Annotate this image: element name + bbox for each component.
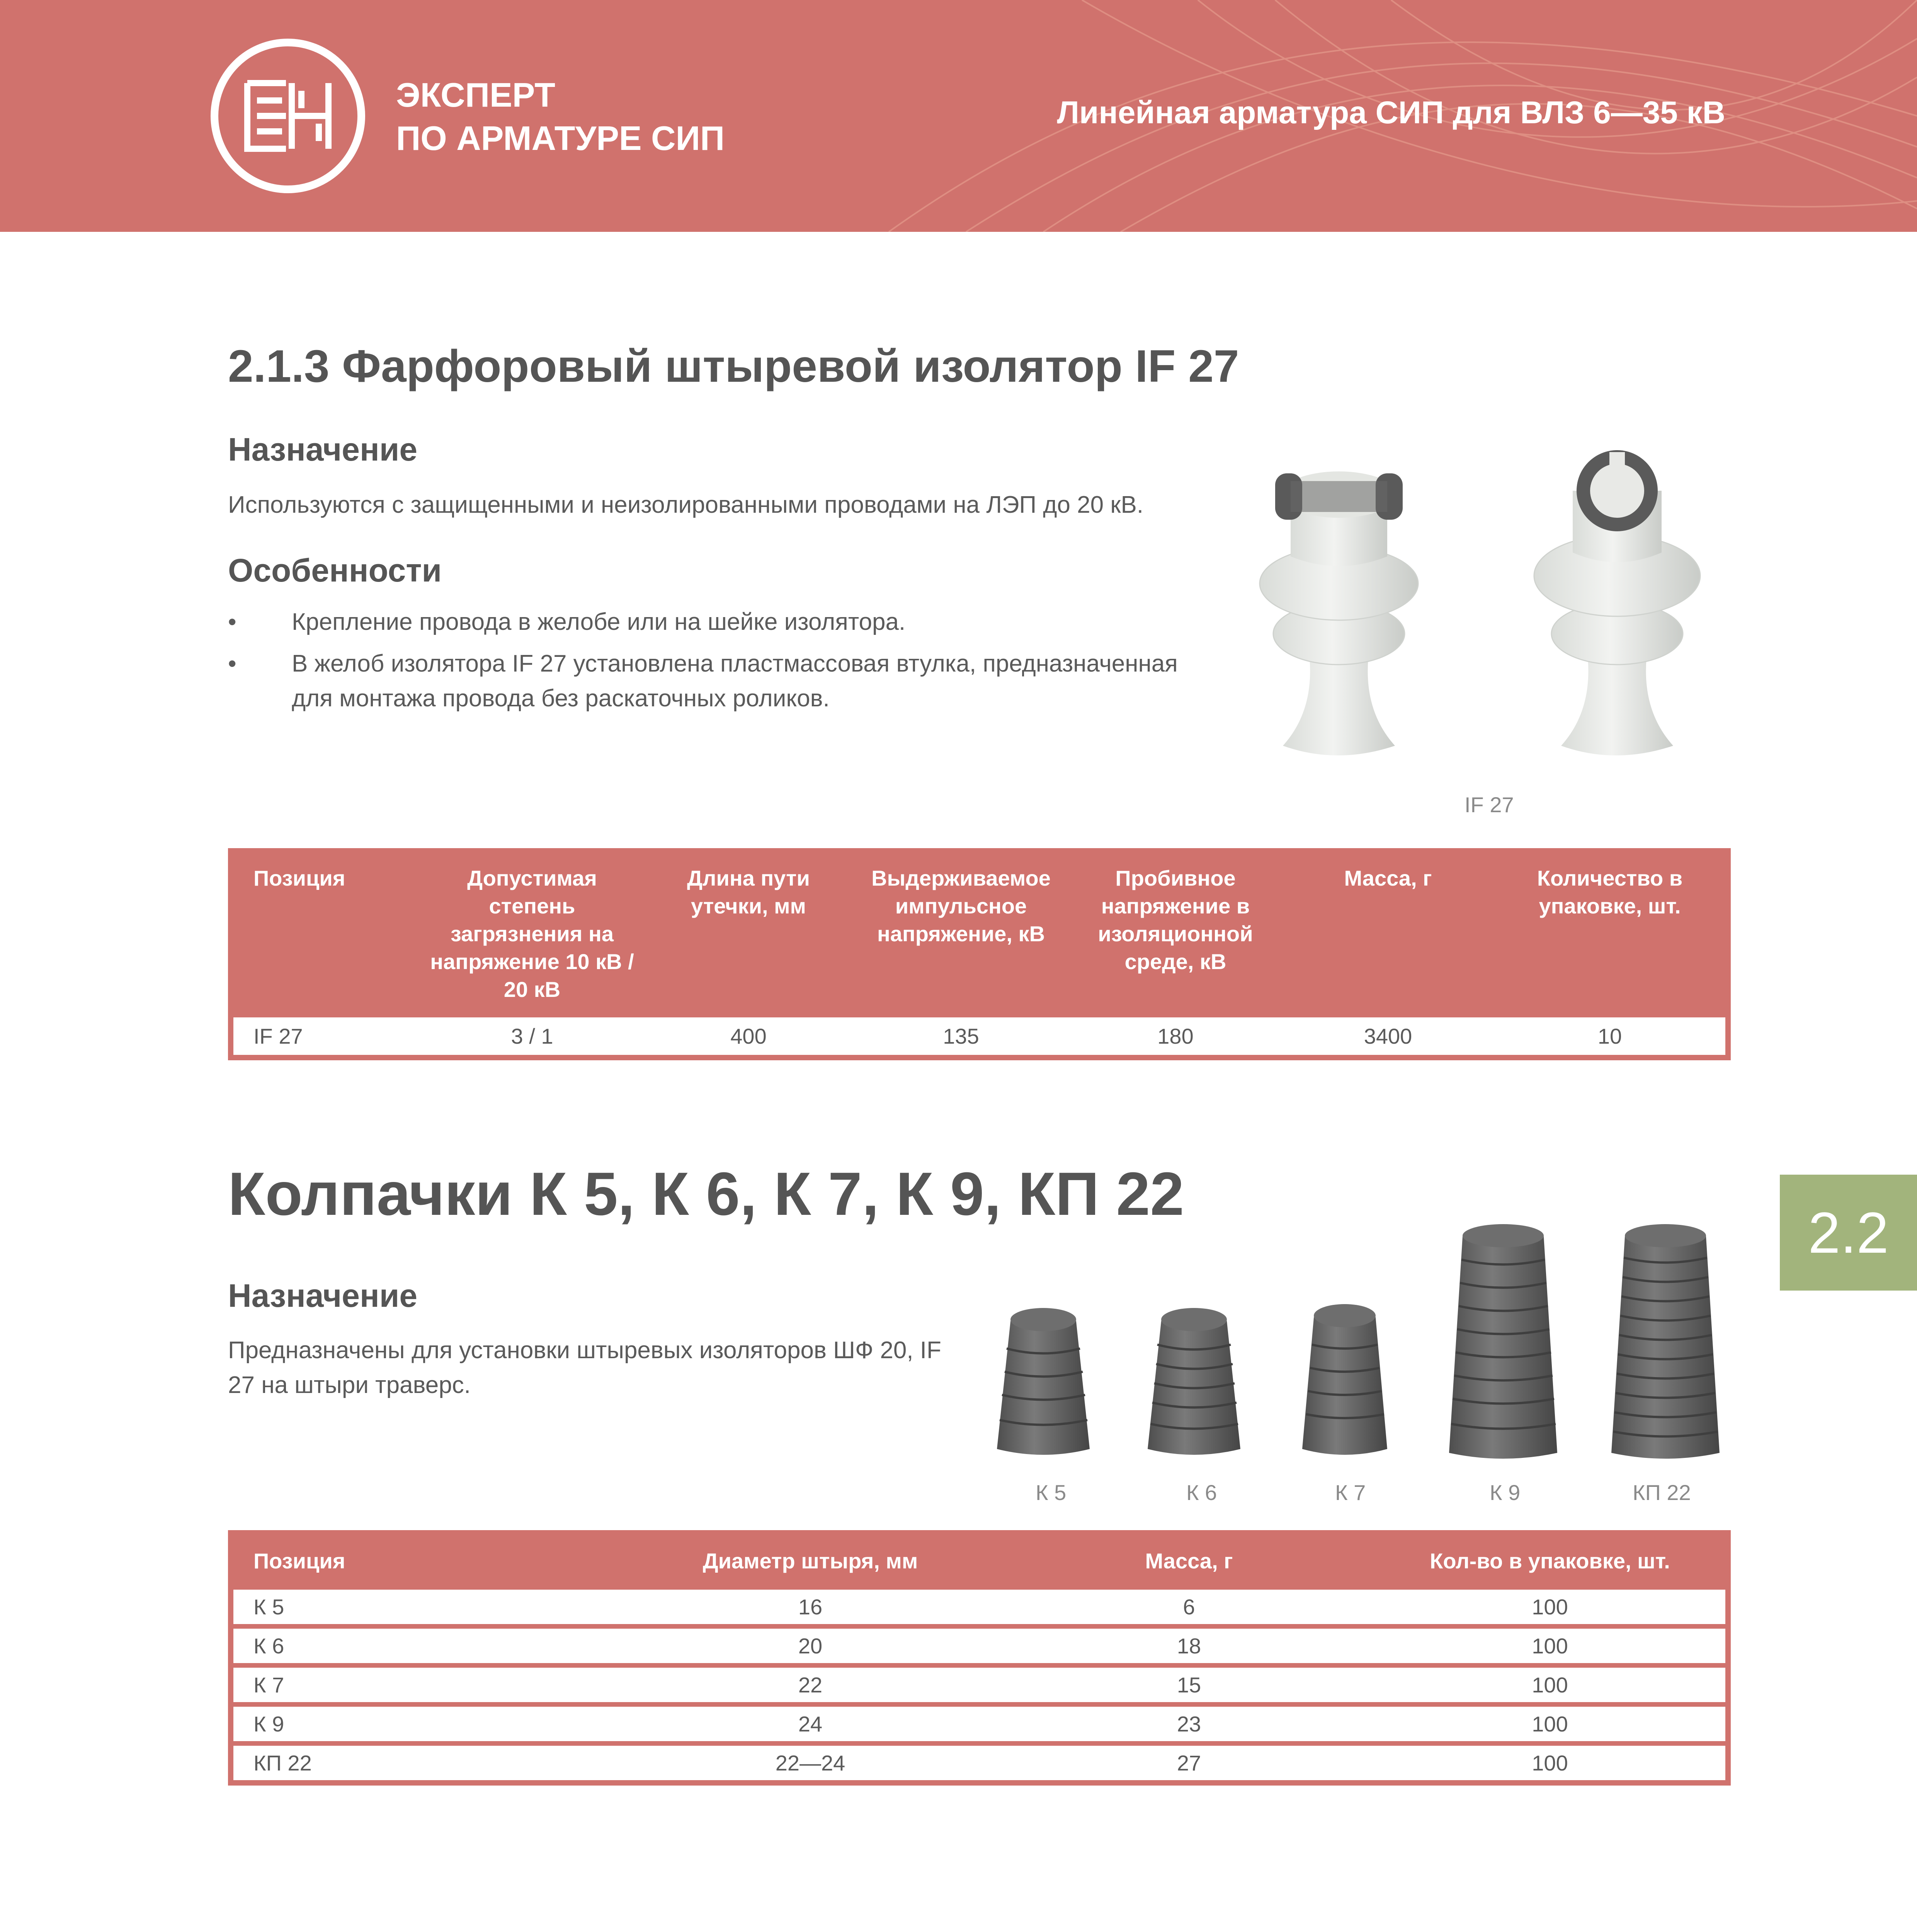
table-cell: 23	[1004, 1704, 1374, 1743]
table-cell: К 6	[231, 1626, 617, 1665]
col-header: Допустимая степень загрязнения на напряжение 10 кВ / 20 кВ	[420, 851, 644, 1015]
table-cell: К 9	[231, 1704, 617, 1743]
col-header: Масса, г	[1004, 1533, 1374, 1587]
brand-line-2: ПО АРМАТУРЕ СИП	[396, 119, 725, 157]
table-row	[231, 1743, 1728, 1783]
table-cell: 135	[853, 1015, 1069, 1058]
col-header: Масса, г	[1282, 851, 1494, 1015]
table-header-row	[231, 851, 1728, 1015]
image-caption-k7: К 7	[1335, 1480, 1366, 1505]
features-list	[228, 605, 1194, 723]
table-cell: 3400	[1282, 1015, 1494, 1058]
table-cell: 100	[1374, 1587, 1728, 1626]
table-cell: 400	[644, 1015, 853, 1058]
purpose-text-if27: Используются с защищенными и неизолированными проводами на ЛЭП до 20 кВ.	[228, 492, 1144, 518]
if27-spec-table	[228, 848, 1731, 1060]
eh-logo-icon	[209, 37, 367, 195]
table-cell: 6	[1004, 1587, 1374, 1626]
section-tab: 2.2	[1780, 1175, 1917, 1291]
table-cell: 180	[1069, 1015, 1282, 1058]
col-header: Позиция	[231, 851, 420, 1015]
col-header: Пробивное напряжение в изоляционной среде, кВ	[1069, 851, 1282, 1015]
table-cell: 16	[617, 1587, 1004, 1626]
insulator-if27-image	[1240, 429, 1789, 777]
table-cell: 27	[1004, 1743, 1374, 1783]
table-row	[231, 1665, 1728, 1704]
image-caption-k6: К 6	[1186, 1480, 1217, 1505]
caps-image	[989, 1221, 1747, 1468]
caps-spec-table	[228, 1530, 1731, 1786]
col-header: Диаметр штыря, мм	[617, 1533, 1004, 1587]
table-cell: 18	[1004, 1626, 1374, 1665]
table-cell: 100	[1374, 1626, 1728, 1665]
image-caption-k9: К 9	[1490, 1480, 1521, 1505]
table-cell: 20	[617, 1626, 1004, 1665]
table-cell: 22	[617, 1665, 1004, 1704]
table-cell: КП 22	[231, 1743, 617, 1783]
section-title-if27: 2.1.3 Фарфоровый штыревой изолятор IF 27	[228, 341, 1239, 392]
table-cell: 100	[1374, 1743, 1728, 1783]
table-row	[231, 1015, 1728, 1058]
table-row	[231, 1704, 1728, 1743]
table-cell: 24	[617, 1704, 1004, 1743]
table-cell: 10	[1494, 1015, 1728, 1058]
image-caption-kp22: КП 22	[1633, 1480, 1691, 1505]
col-header: Длина пути утечки, мм	[644, 851, 853, 1015]
table-row	[231, 1587, 1728, 1626]
table-header-row	[231, 1533, 1728, 1587]
feature-item: • В желоб изолятора IF 27 установлена пластмассовая втулка, предназначенная для монтажа провода без раскаточных роликов.	[228, 646, 1194, 716]
table-cell: 100	[1374, 1665, 1728, 1704]
section-title-caps: Колпачки К 5, К 6, К 7, К 9, КП 22	[228, 1160, 1184, 1228]
table-row	[231, 1626, 1728, 1665]
features-heading: Особенности	[228, 552, 442, 588]
purpose-heading-caps: Назначение	[228, 1277, 418, 1314]
col-header: Выдерживаемое импульсное напряжение, кВ	[853, 851, 1069, 1015]
table-cell: 15	[1004, 1665, 1374, 1704]
image-caption-if27: IF 27	[1465, 793, 1514, 817]
table-cell: 3 / 1	[420, 1015, 644, 1058]
table-cell: IF 27	[231, 1015, 420, 1058]
purpose-text-caps: Предназначены для установки штыревых изоляторов ШФ 20, IF 27 на штыри траверс.	[228, 1337, 941, 1398]
feature-item: • Крепление провода в желобе или на шейке изолятора.	[228, 605, 1194, 639]
table-cell: К 5	[231, 1587, 617, 1626]
col-header: Кол-во в упаковке, шт.	[1374, 1533, 1728, 1587]
purpose-heading-if27: Назначение	[228, 431, 418, 468]
catalog-title: Линейная арматура СИП для ВЛЗ 6—35 кВ	[1057, 95, 1725, 130]
table-cell: 100	[1374, 1704, 1728, 1743]
table-cell: 22—24	[617, 1743, 1004, 1783]
table-cell: К 7	[231, 1665, 617, 1704]
page-header	[0, 0, 1917, 232]
image-caption-k5: К 5	[1036, 1480, 1067, 1505]
col-header: Позиция	[231, 1533, 617, 1587]
col-header: Количество в упаковке, шт.	[1494, 851, 1728, 1015]
brand-line-1: ЭКСПЕРТ	[396, 76, 555, 114]
brand-name	[396, 73, 725, 160]
